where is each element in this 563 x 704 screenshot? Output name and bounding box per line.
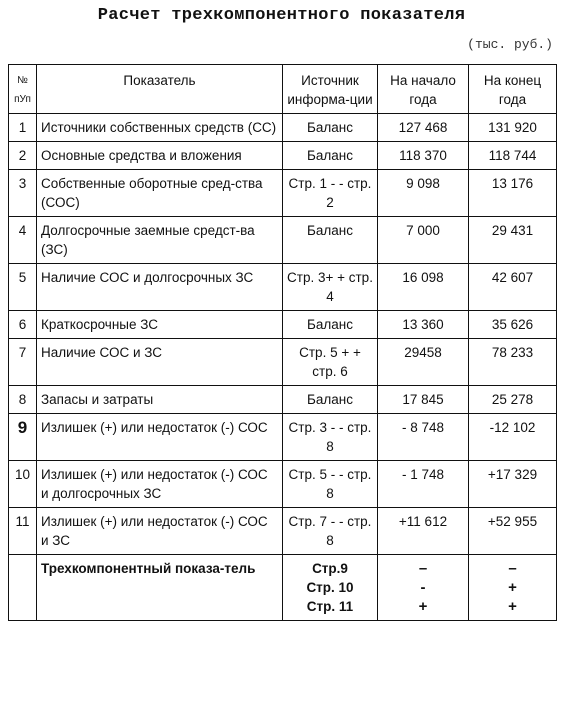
row-end-value: 25 278 (469, 386, 557, 414)
row-source: Стр. 3 - - стр. 8 (283, 414, 378, 461)
summary-end-9: – (508, 560, 517, 577)
row-source: Стр. 5 + + стр. 6 (283, 339, 378, 386)
row-name: Наличие СОС и ЗС (37, 339, 283, 386)
row-name: Запасы и затраты (37, 386, 283, 414)
summary-name: Трехкомпонентный показа-тель (37, 555, 283, 621)
row-start-value: 16 098 (378, 264, 469, 311)
row-source: Баланс (283, 386, 378, 414)
row-end-value: 78 233 (469, 339, 557, 386)
row-name: Излишек (+) или недостаток (-) СОС (37, 414, 283, 461)
summary-end-11: + (508, 598, 517, 615)
table-row (9, 142, 557, 170)
units-label: (тыс. руб.) (467, 37, 553, 52)
row-start-value: - 1 748 (378, 461, 469, 508)
table-row (9, 339, 557, 386)
row-name: Краткосрочные ЗС (37, 311, 283, 339)
row-name: Собственные оборотные сред-ства (СОС) (37, 170, 283, 217)
row-end-value: 35 626 (469, 311, 557, 339)
summary-num (9, 555, 37, 621)
table-row (9, 414, 557, 461)
summary-start-10: - (420, 579, 426, 596)
row-end-value: 42 607 (469, 264, 557, 311)
summary-end-10: + (508, 579, 517, 596)
row-name: Излишек (+) или недостаток (-) СОС и ЗС (37, 508, 283, 555)
row-end-value: 13 176 (469, 170, 557, 217)
row-num: 9 (9, 414, 37, 461)
row-start-value: - 8 748 (378, 414, 469, 461)
row-end-value: +52 955 (469, 508, 557, 555)
summary-start-values (378, 555, 469, 621)
table-row (9, 114, 557, 142)
row-start-value: 127 468 (378, 114, 469, 142)
row-num: 5 (9, 264, 37, 311)
table-row (9, 217, 557, 264)
table-row (9, 264, 557, 311)
row-source: Стр. 5 - - стр. 8 (283, 461, 378, 508)
summary-start-11: + (418, 598, 428, 615)
row-num: 6 (9, 311, 37, 339)
row-num: 8 (9, 386, 37, 414)
summary-row (9, 555, 557, 621)
row-num: 11 (9, 508, 37, 555)
table-row (9, 170, 557, 217)
header-source: Источник информа-ции (283, 65, 378, 114)
row-name: Наличие СОС и долгосрочных ЗС (37, 264, 283, 311)
row-num: 10 (9, 461, 37, 508)
document-title: Расчет трехкомпонентного показателя (97, 6, 466, 25)
row-start-value: 9 098 (378, 170, 469, 217)
table-row (9, 508, 557, 555)
row-start-value: 17 845 (378, 386, 469, 414)
row-start-value: 7 000 (378, 217, 469, 264)
header-start: На начало года (378, 65, 469, 114)
row-start-value: 29458 (378, 339, 469, 386)
row-name: Излишек (+) или недостаток (-) СОС и долгосрочных ЗС (37, 461, 283, 508)
header-name: Показатель (37, 65, 283, 114)
row-end-value: 131 920 (469, 114, 557, 142)
row-num: 2 (9, 142, 37, 170)
header-num: № пУп (9, 65, 37, 114)
row-source: Баланс (283, 217, 378, 264)
row-start-value: 118 370 (378, 142, 469, 170)
table-row (9, 461, 557, 508)
row-num: 3 (9, 170, 37, 217)
row-name: Основные средства и вложения (37, 142, 283, 170)
summary-end-values (469, 555, 557, 621)
row-num: 7 (9, 339, 37, 386)
header-end: На конец года (469, 65, 557, 114)
row-source: Стр. 3+ + стр. 4 (283, 264, 378, 311)
row-start-value: +11 612 (378, 508, 469, 555)
row-end-value: 29 431 (469, 217, 557, 264)
row-name: Долгосрочные заемные средст-ва (ЗС) (37, 217, 283, 264)
row-name: Источники собственных средств (СС) (37, 114, 283, 142)
row-start-value: 13 360 (378, 311, 469, 339)
row-end-value: -12 102 (469, 414, 557, 461)
row-end-value: +17 329 (469, 461, 557, 508)
table-header-row (9, 65, 557, 114)
row-source: Баланс (283, 114, 378, 142)
summary-source-9: Стр.9 (312, 561, 348, 576)
row-source: Баланс (283, 142, 378, 170)
summary-sources (283, 555, 378, 621)
row-end-value: 118 744 (469, 142, 557, 170)
indicator-table (8, 64, 557, 621)
row-num: 1 (9, 114, 37, 142)
table-row (9, 311, 557, 339)
summary-source-11: Стр. 11 (306, 599, 354, 614)
summary-source-10: Стр. 10 (306, 580, 354, 595)
row-source: Стр. 7 - - стр. 8 (283, 508, 378, 555)
row-source: Баланс (283, 311, 378, 339)
row-source: Стр. 1 - - стр. 2 (283, 170, 378, 217)
row-num: 4 (9, 217, 37, 264)
table-row (9, 386, 557, 414)
summary-start-9: – (418, 560, 428, 577)
